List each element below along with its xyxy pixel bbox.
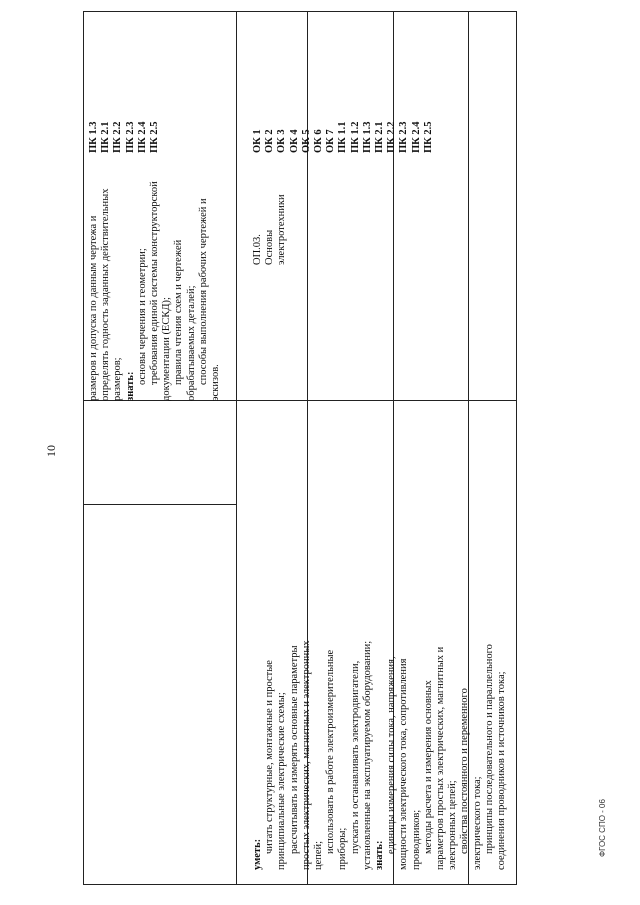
competency-code: ОК 7 — [325, 129, 337, 153]
competency-code: ПК 2.2 — [112, 121, 124, 153]
knowledge-heading: знать: — [124, 371, 136, 401]
competency-code: ОК 4 — [288, 129, 300, 153]
competency-code: ПК 2.4 — [136, 121, 148, 153]
knowledge-heading: знать: — [374, 840, 386, 870]
text-line: соединения проводников и источников тока; — [496, 671, 508, 870]
text-line: размеров; — [112, 357, 124, 401]
text-line: основы черчения и геометрии; — [136, 248, 148, 385]
text-line: требования единой системы конструкторской — [149, 181, 161, 385]
page-number: 10 — [44, 445, 58, 457]
competency-code: ОК 2 — [264, 129, 276, 153]
text-line: принципы последовательного и параллельного — [483, 644, 495, 854]
discipline-cell — [252, 185, 289, 265]
text-line: мощности электрического тока, сопротивления — [398, 658, 410, 870]
competency-code: ОК 6 — [313, 129, 325, 153]
text-line: рассчитывать и измерять основные параметры — [288, 645, 300, 854]
text-line: пускать и останавливать электродвигатели, — [349, 660, 361, 854]
text-line: принципиальные электрические схемы; — [276, 692, 288, 870]
competency-code: ПК 2.1 — [100, 121, 112, 153]
discipline-name: электротехники — [276, 194, 288, 265]
skills-bottom-line — [83, 504, 237, 505]
row-divider-1 — [236, 11, 237, 885]
competency-code: ПК 1.3 — [88, 121, 99, 153]
text-line: читать структурные, монтажные и простые — [264, 660, 276, 854]
competency-code: ПК 2.3 — [124, 121, 136, 153]
text-line: простых электрических, магнитных и электронных — [300, 640, 312, 870]
text-line: цепей; — [313, 840, 325, 870]
competency-code: ОК 5 — [300, 129, 312, 153]
text-line: установленные на эксплуатируемом оборудовании; — [361, 640, 373, 870]
text-line: свойства постоянного и переменного — [459, 688, 471, 854]
text-line: размеров и допуска по данным чертежа и — [88, 215, 99, 401]
page-footer: ФГОС СПО - 06 — [598, 799, 607, 857]
text-line: методы расчета и измерения основных — [422, 680, 434, 854]
text-line: обрабатываемых деталей; — [185, 285, 197, 401]
text-line: способы выполнения рабочих чертежей и — [197, 198, 209, 385]
block1-skills-text — [88, 6, 222, 401]
competency-code: ПК 2.2 — [386, 121, 398, 153]
discipline-code: ОП.03. — [252, 234, 263, 265]
block2-skills-text — [252, 400, 508, 870]
competency-code: ПК 2.1 — [374, 121, 386, 153]
text-line: параметров простых электрических, магнитных и — [435, 646, 447, 870]
text-line: документации (ЕСКД); — [161, 297, 173, 401]
text-line: электрического тока; — [471, 776, 483, 870]
competency-code: ПК 1.1 — [337, 121, 349, 153]
text-line: приборы; — [337, 827, 349, 870]
text-line: использовать в работе электроизмерительные — [325, 649, 337, 854]
competency-code: ПК 2.4 — [410, 121, 422, 153]
text-line: правила чтения схем и чертежей — [173, 239, 185, 385]
competency-code: ОК 1 — [252, 129, 263, 153]
text-line: электронных цепей; — [447, 780, 459, 870]
block1-competency-codes — [88, 93, 161, 153]
competency-code: ПК 1.2 — [349, 121, 361, 153]
skills-heading: уметь: — [252, 838, 263, 870]
competency-code: ПК 2.5 — [422, 121, 434, 153]
discipline-name: Основы — [264, 229, 276, 265]
block2-competency-codes — [252, 93, 435, 153]
text-line: проводников; — [410, 809, 422, 870]
text-line: единицы измерения силы тока, напряжения, — [386, 656, 398, 854]
competency-code: ПК 2.5 — [149, 121, 161, 153]
text-line: эскизов. — [210, 364, 222, 401]
competency-code: ПК 2.3 — [398, 121, 410, 153]
competency-code: ОК 3 — [276, 129, 288, 153]
text-line: определять годность заданных действительных — [100, 188, 112, 401]
competency-code: ПК 1.3 — [361, 121, 373, 153]
